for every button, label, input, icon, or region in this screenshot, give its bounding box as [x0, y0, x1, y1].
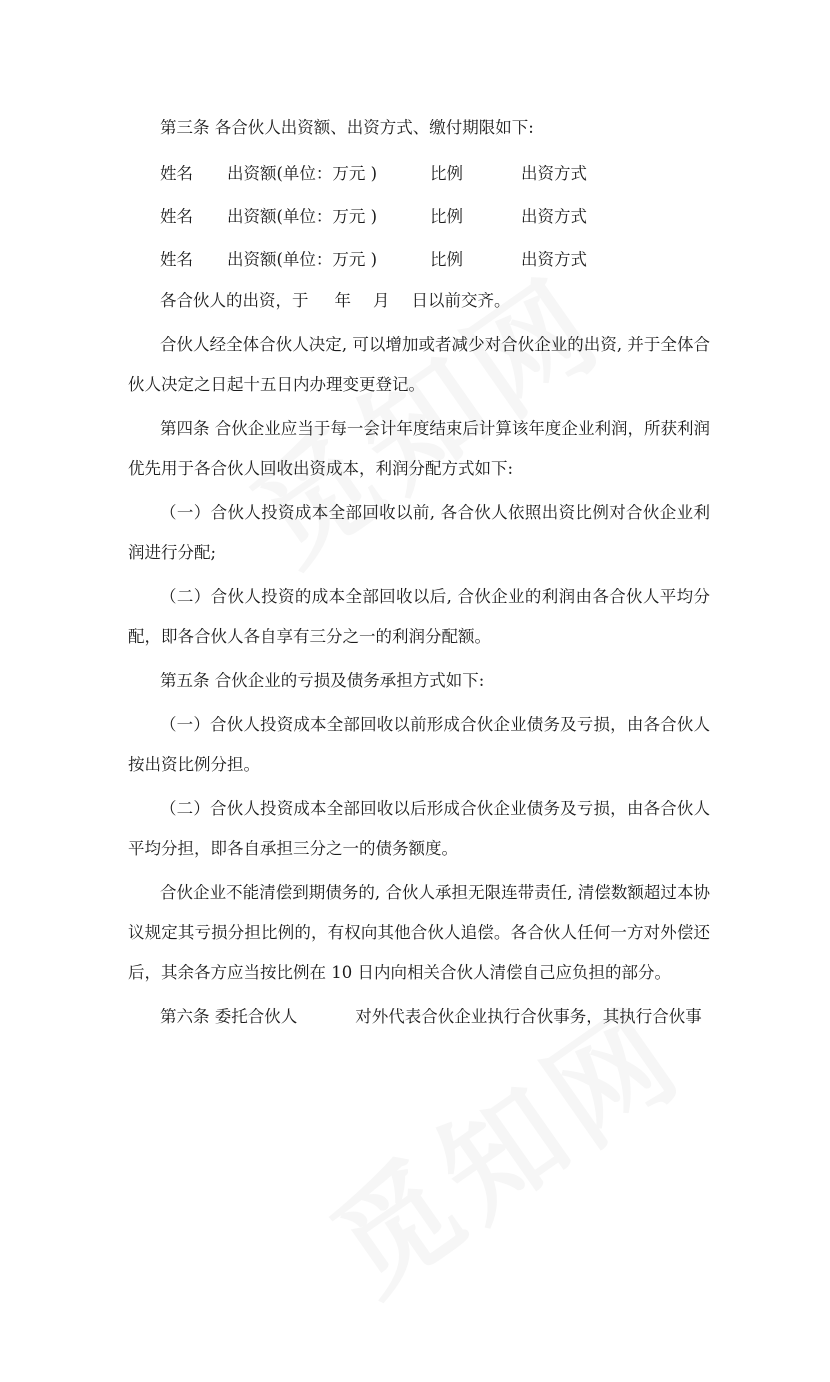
article-3-heading: 第三条 各合伙人出资额、出资方式、缴付期限如下:	[160, 118, 534, 137]
ratio-cell: 比例	[430, 164, 463, 183]
article-6-text-a: 第六条 委托合伙人	[160, 1007, 298, 1026]
deadline-text-a: 各合伙人的出资，于	[160, 291, 309, 310]
deadline-month: 月	[373, 291, 390, 310]
name-cell: 姓名	[160, 207, 193, 226]
contribution-deadline	[128, 281, 710, 321]
deadline-year: 年	[334, 291, 351, 310]
document-body	[128, 108, 710, 1037]
article-5-item-2: （二）合伙人投资成本全部回收以后形成合伙企业债务及亏损，由各合伙人平均分担，即各自承担三分之一的债务额度。	[128, 799, 710, 858]
ratio-cell: 比例	[430, 207, 463, 226]
article-4-item-1: （一）合伙人投资成本全部回收以前, 各合伙人依照出资比例对合伙企业利润进行分配;	[128, 503, 710, 562]
method-cell: 出资方式	[521, 207, 587, 226]
contribution-row	[128, 152, 710, 195]
article-6-heading	[128, 997, 710, 1037]
watermark-bottom	[294, 978, 727, 1381]
ratio-cell: 比例	[430, 250, 463, 269]
article-4-heading: 第四条 合伙企业应当于每一会计年度结束后计算该年度企业利润，所获利润优先用于各合伙人回收出资成本，利润分配方式如下:	[128, 419, 710, 478]
liability-paragraph: 合伙企业不能清偿到期债务的, 合伙人承担无限连带责任, 清偿数额超过本协议规定其亏损分担比例的，有权向其他合伙人追偿。各合伙人任何一方对外偿还后，其余各方应当按比例在 10 日内向相关合伙人清偿自己应负担的部分。	[128, 883, 710, 982]
contribution-change-paragraph: 合伙人经全体合伙人决定, 可以增加或者减少对合伙企业的出资, 并于全体合伙人决定之日起十五日内办理变更登记。	[128, 335, 710, 394]
article-5-heading: 第五条 合伙企业的亏损及债务承担方式如下:	[160, 671, 485, 690]
contribution-row	[128, 195, 710, 238]
deadline-text-d: 日以前交齐。	[411, 291, 511, 310]
amount-cell: 出资额(单位：万元 )	[227, 207, 378, 226]
name-cell: 姓名	[160, 164, 193, 183]
method-cell: 出资方式	[521, 250, 587, 269]
article-4-item-2: （二）合伙人投资的成本全部回收以后, 合伙企业的利润由各合伙人平均分配，即各合伙人各自享有三分之一的利润分配额。	[128, 587, 710, 646]
method-cell: 出资方式	[521, 164, 587, 183]
name-cell: 姓名	[160, 250, 193, 269]
contribution-row	[128, 238, 710, 281]
article-6-text-b: 对外代表合伙企业执行合伙事务，其执行合伙事	[355, 1007, 702, 1026]
article-5-item-1: （一）合伙人投资成本全部回收以前形成合伙企业债务及亏损，由各合伙人按出资比例分担。	[128, 715, 710, 774]
amount-cell: 出资额(单位：万元 )	[227, 164, 378, 183]
amount-cell: 出资额(单位：万元 )	[227, 250, 378, 269]
